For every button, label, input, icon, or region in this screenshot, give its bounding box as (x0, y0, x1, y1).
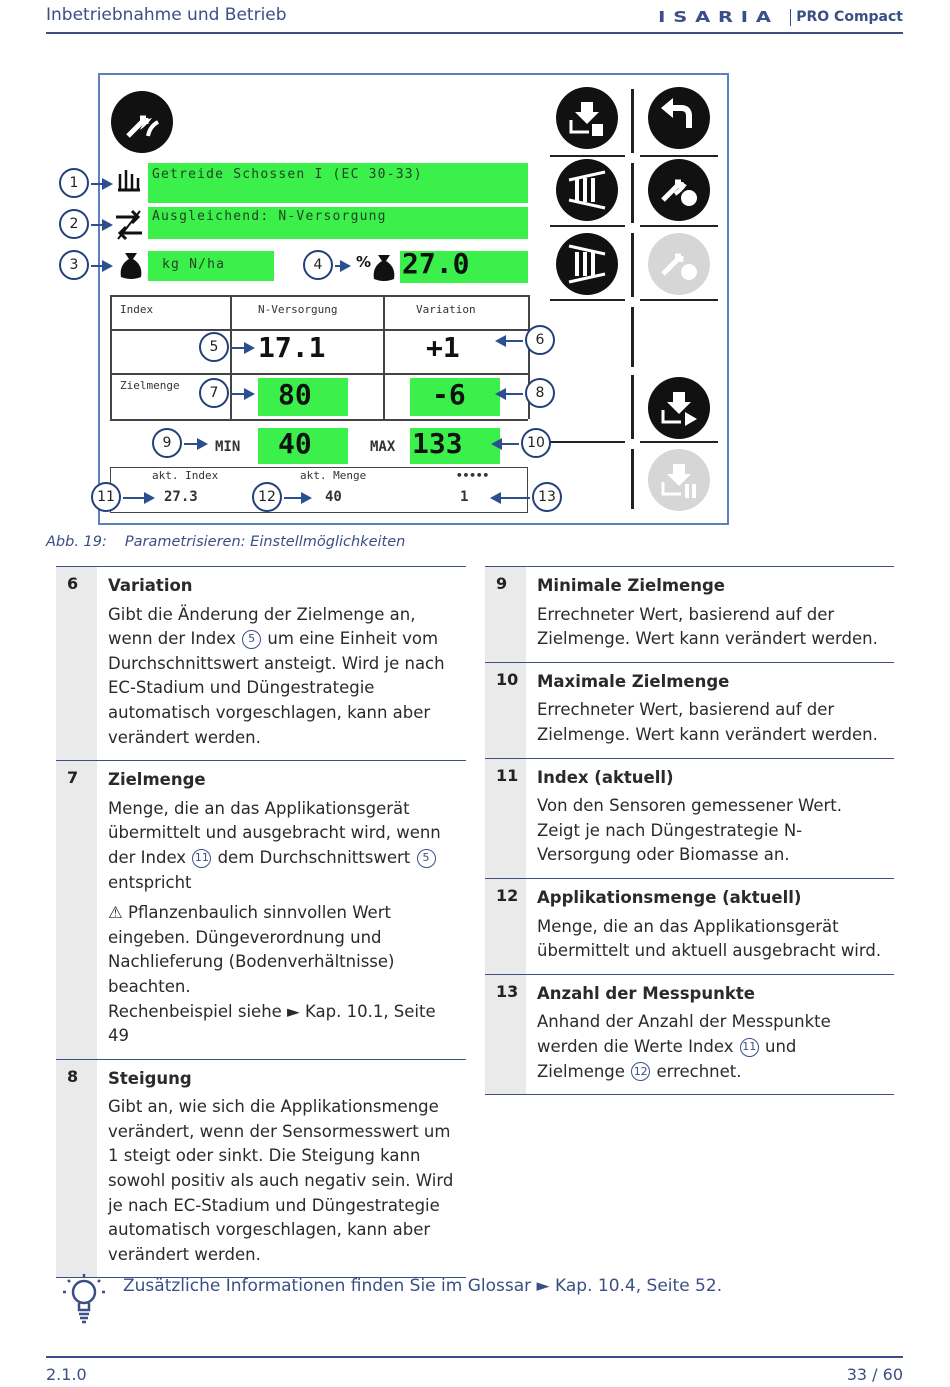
panel-separator (631, 449, 634, 509)
save-continue-icon[interactable] (648, 377, 710, 439)
item-number: 7 (56, 761, 97, 1059)
strategy-icon (114, 209, 144, 245)
item-number: 11 (485, 759, 526, 878)
callout-10: 10 (521, 428, 551, 458)
callout-arrow (284, 497, 310, 499)
item-title: Applikationsmenge (aktuell) (537, 887, 802, 907)
crop-stage-icon[interactable] (111, 91, 173, 153)
panel-divider (550, 299, 625, 301)
callout-arrow (497, 340, 523, 342)
description-table-right (485, 566, 894, 1095)
unit-field[interactable] (148, 251, 274, 281)
callout-5: 5 (199, 332, 229, 362)
item-title: Zielmenge (108, 770, 206, 790)
item-title: Steigung (108, 1068, 192, 1088)
max-label: MAX (370, 439, 396, 455)
target-field[interactable] (258, 378, 348, 416)
warning-note: ⚠ Pflanzenbaulich sinnvollen Wert eingeben. Düngeverordnung und Nachlieferung (Bodenverhältnisse) beachten. (108, 903, 395, 996)
description-row (485, 974, 894, 1095)
item-text: Menge, die an das Applikationsgerät übermittelt und aktuell ausgebracht wird. (537, 916, 882, 961)
reference-badge: 11 (740, 1038, 759, 1057)
back-icon[interactable] (648, 87, 710, 149)
glossary-info-link[interactable]: Zusätzliche Informationen finden Sie im Glossar ► Kap. 10.4, Seite 52. (123, 1276, 723, 1296)
stage-field[interactable] (148, 163, 528, 203)
panel-divider (640, 155, 718, 157)
target-label: Zielmenge (120, 379, 180, 392)
header-variation: Variation (416, 303, 476, 316)
version-number: 2.1.0 (46, 1365, 87, 1384)
item-number: 9 (485, 567, 526, 662)
callout-arrow (91, 183, 111, 185)
description-row (485, 662, 894, 758)
current-amount-value: 40 (325, 489, 342, 505)
strategy-narrow-icon[interactable] (556, 233, 618, 295)
callout-9: 9 (152, 428, 182, 458)
points-label: ••••• (456, 469, 490, 482)
item-title: Maximale Zielmenge (537, 671, 730, 691)
index-average-value[interactable]: 17.1 (258, 331, 326, 364)
strategy-spread-icon[interactable] (556, 159, 618, 221)
current-index-label: akt. Index (152, 469, 219, 482)
fertilizer-bag-icon (119, 251, 143, 285)
panel-divider (550, 155, 625, 157)
header-n-supply: N-Versorgung (258, 303, 338, 316)
callout-arrow (123, 497, 153, 499)
item-text: Errechneter Wert, basierend auf der Zielmenge. Wert kann verändert werden. (537, 700, 878, 744)
unit-text: kg N/ha (162, 257, 226, 272)
item-text: Gibt die Änderung der Zielmenge an, wenn der Index 5 um eine Einheit vom Durchschnittswert ansteigt. Wird je nach EC-Stadium und Düngestrategie automatisch vorgeschlagen, kann aber verändert werden. (108, 604, 445, 747)
item-number: 10 (485, 663, 526, 758)
panel-separator (631, 89, 634, 153)
description-row (485, 878, 894, 974)
callout-2: 2 (59, 209, 89, 239)
callout-8: 8 (525, 378, 555, 408)
reference-badge: 5 (242, 630, 261, 649)
table-col-1 (230, 295, 232, 419)
table-border-row2 (110, 419, 528, 421)
item-title: Variation (108, 576, 193, 595)
item-text: Anhand der Anzahl der Messpunkte werden die Werte Index 11 und Zielmenge 12 errechnet. (537, 1012, 831, 1081)
item-number: 6 (56, 567, 97, 760)
points-value: 1 (460, 489, 469, 505)
callout-arrow (492, 497, 530, 499)
item-number: 13 (485, 975, 526, 1094)
warning-icon: ⚠ (108, 903, 123, 923)
callout-arrow (91, 224, 111, 226)
callout-13: 13 (532, 482, 562, 512)
description-row (485, 566, 894, 662)
item-text: Errechneter Wert, basierend auf der Zielmenge. Wert kann verändert werden. (537, 604, 878, 649)
panel-divider (550, 225, 625, 227)
table-border-left (110, 295, 112, 419)
min-value: 40 (278, 427, 312, 460)
header-index: Index (120, 303, 154, 316)
item-text: Menge, die an das Applikationsgerät übermittelt und ausgebracht wird, wenn der Index 11 dem Durchschnittswert 5 entspricht (108, 798, 441, 892)
product-name: PRO Compact (796, 9, 903, 25)
callout-arrow (231, 393, 253, 395)
caption-label: Abb. 19: (46, 534, 107, 550)
see-reference[interactable]: Rechenbeispiel siehe ► Kap. 10.1, Seite 49 (108, 1001, 436, 1046)
item-text: Gibt an, wie sich die Applikationsmenge verändert, wenn der Sensormesswert um 1 steigt oder sinkt. Die Steigung kann sowohl positiv als auch negativ sein. Wird je nach EC-Stadium und Düngestrategie automatisch vorgeschlagen, kann aber verändert werden. (108, 1097, 454, 1264)
item-number: 8 (56, 1060, 97, 1278)
table-col-2 (383, 295, 385, 419)
target-value: 80 (278, 378, 312, 411)
table-border-top (110, 295, 528, 297)
slope-value: -6 (432, 378, 466, 411)
item-text: Von den Sensoren gemessener Wert. Zeigt je nach Düngestrategie N-Versorgung oder Biomasse an. (537, 796, 843, 865)
max-value: 133 (412, 427, 463, 460)
terminal-screen (98, 73, 729, 525)
save-pause-disabled-icon (648, 449, 710, 511)
max-field[interactable] (410, 428, 500, 464)
page-header-title: Inbetriebnahme und Betrieb (46, 5, 287, 25)
figure-caption (46, 534, 405, 550)
description-row (56, 1059, 466, 1279)
lightbulb-icon (62, 1272, 106, 1330)
percent-field[interactable] (400, 247, 528, 283)
strategy-field[interactable] (148, 207, 528, 239)
crop-settings-disabled-icon (648, 233, 710, 295)
callout-1: 1 (59, 168, 89, 198)
panel-separator (631, 233, 634, 297)
description-row (56, 760, 466, 1059)
description-table-left (56, 566, 466, 1278)
page-number: 33 / 60 (846, 1365, 903, 1384)
callout-arrow (493, 443, 519, 445)
item-title: Anzahl der Messpunkte (537, 983, 755, 1003)
percent-bag-icon (356, 251, 400, 287)
strategy-text: Ausgleichend: N-Versorgung (152, 209, 387, 224)
current-index-value: 27.3 (164, 489, 198, 505)
callout-arrow (231, 347, 253, 349)
item-title: Index (aktuell) (537, 767, 674, 787)
panel-separator (631, 375, 634, 439)
slope-field[interactable] (410, 378, 500, 416)
callout-arrow (184, 443, 206, 445)
header-divider (46, 32, 903, 34)
brand-logo (658, 8, 903, 26)
panel-divider (640, 225, 718, 227)
svg-text:%: % (356, 253, 372, 271)
description-row (485, 758, 894, 878)
brand-name: ISARIA (658, 8, 779, 26)
panel-divider (640, 441, 718, 443)
description-row (56, 566, 466, 760)
crop-settings-icon[interactable] (648, 159, 710, 221)
variation-value[interactable]: +1 (426, 331, 460, 364)
callout-4: 4 (303, 250, 333, 280)
reference-badge: 12 (631, 1062, 650, 1081)
wheat-icon (116, 166, 140, 196)
panel-separator (631, 163, 634, 223)
reference-badge: 5 (417, 849, 436, 868)
callout-arrow (497, 393, 523, 395)
callout-arrow (335, 265, 349, 267)
panel-separator (631, 307, 634, 367)
callout-6: 6 (525, 325, 555, 355)
callout-12: 12 (252, 482, 282, 512)
panel-divider (640, 299, 718, 301)
callout-arrow (91, 265, 111, 267)
item-title: Minimale Zielmenge (537, 576, 725, 595)
min-field[interactable] (258, 428, 348, 464)
callout-7: 7 (199, 378, 229, 408)
footer-divider (46, 1356, 903, 1358)
reference-badge: 11 (192, 849, 211, 868)
panel-divider (550, 441, 625, 443)
item-number: 12 (485, 879, 526, 974)
table-border-row1 (110, 373, 528, 375)
brand-divider (790, 9, 792, 26)
min-label: MIN (215, 439, 241, 455)
stage-text: Getreide Schossen I (EC 30-33) (152, 167, 423, 182)
current-amount-label: akt. Menge (300, 469, 367, 482)
percent-value: 27.0 (402, 247, 470, 280)
callout-3: 3 (59, 250, 89, 280)
caption-text: Parametrisieren: Einstellmöglichkeiten (124, 534, 406, 550)
callout-11: 11 (91, 482, 121, 512)
save-delete-icon[interactable] (556, 87, 618, 149)
